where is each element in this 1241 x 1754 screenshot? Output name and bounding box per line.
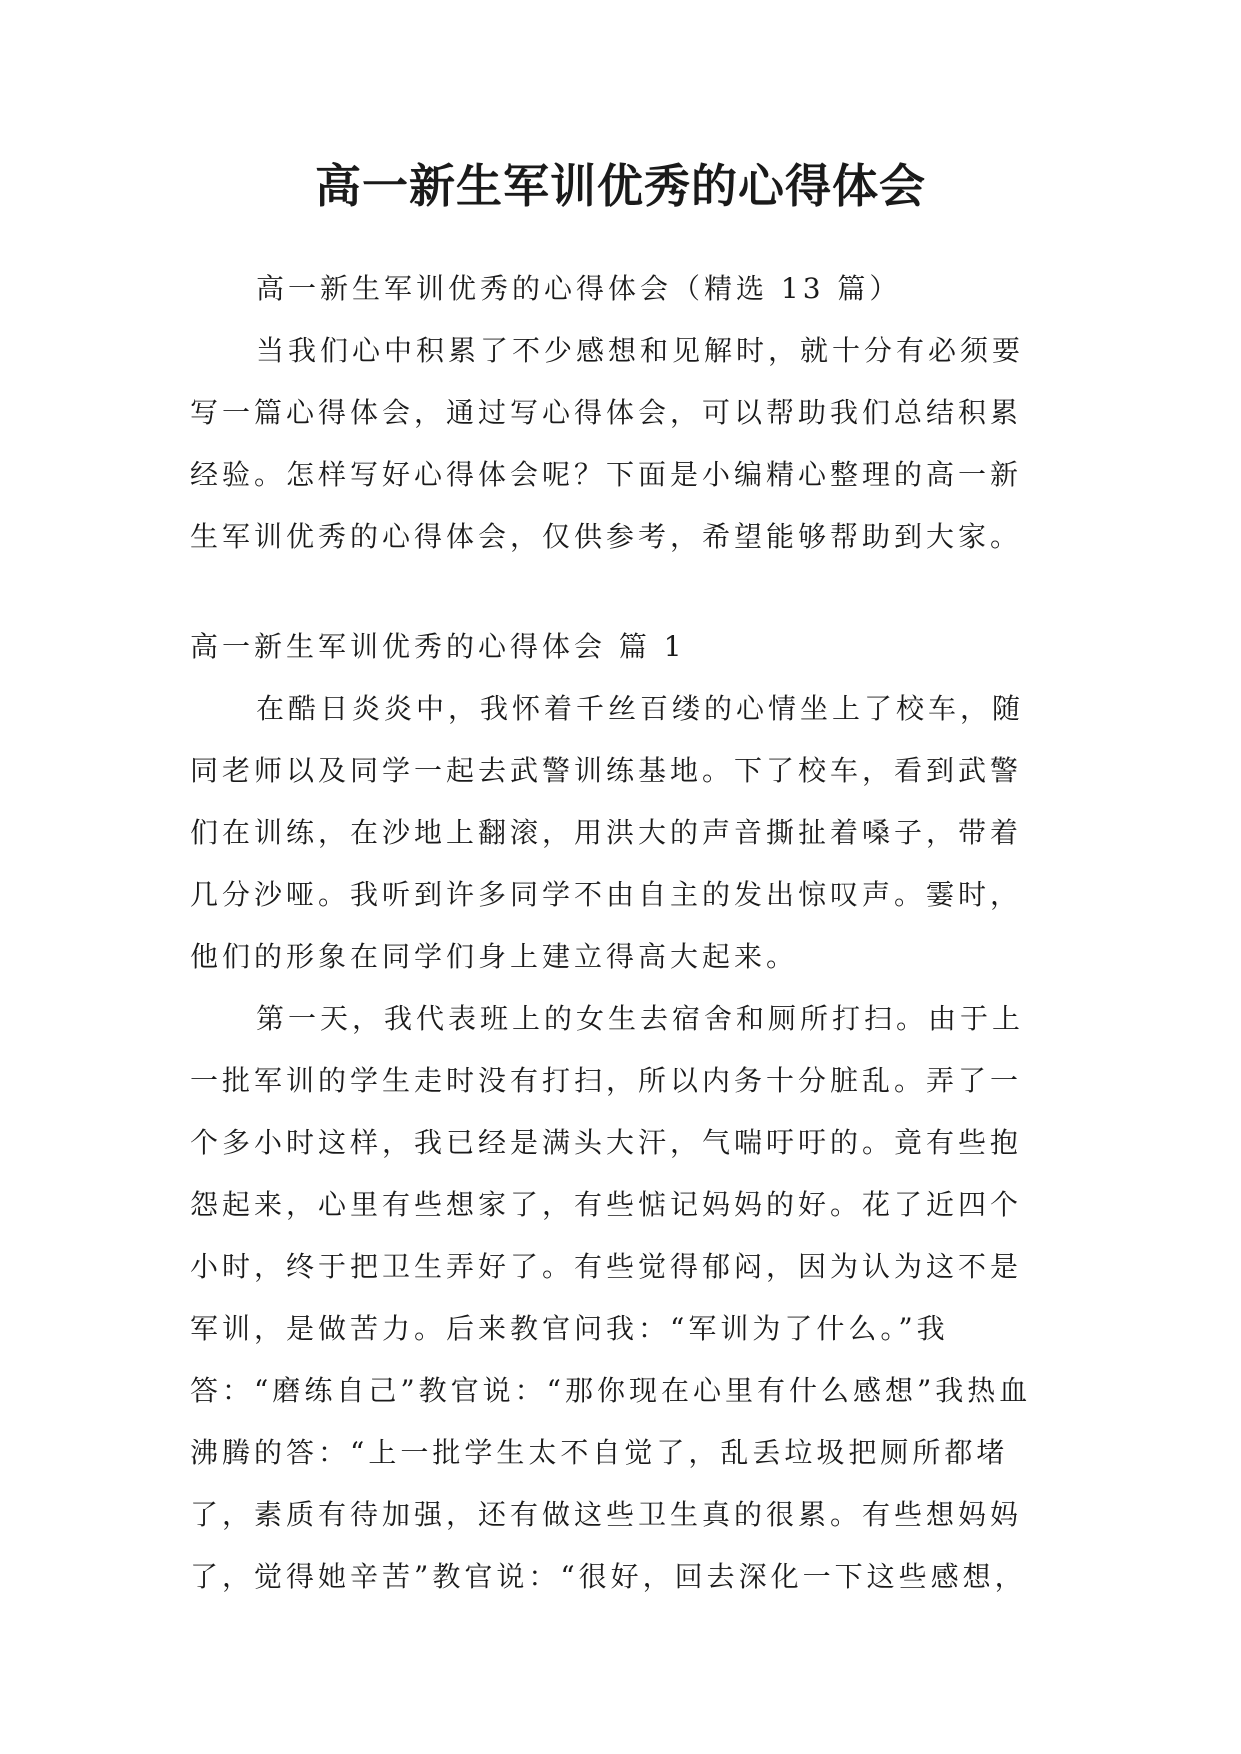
body-paragraph-2: 第一天，我代表班上的女生去宿舍和厕所打扫。由于上一批军训的学生走时没有打扫，所以内务十分脏乱。弄了一个多小时这样，我已经是满头大汗，气喘吁吁的。竟有些抱怨起来，心里有些想家了，有些惦记妈妈的好。花了近四个小时，终于把卫生弄好了。有些觉得郁闷，因为认为这不是军训，是做苦力。后来教官问我：“军训为了什么。”我答：“磨练自己”教官说：“那你现在心里有什么感想”我热血沸腾的答：“上一批学生太不自觉了，乱丢垃圾把厕所都堵了，素质有待加强，还有做这些卫生真的很累。有些想妈妈了，觉得她辛苦”教官说：“很好，回去深化一下这些感想， (190, 1002, 1032, 1593)
document-body (190, 258, 1050, 1608)
intro-paragraph: 当我们心中积累了不少感想和见解时，就十分有必须要写一篇心得体会，通过写心得体会，可以帮助我们总结积累经验。怎样写好心得体会呢？下面是小编精心整理的高一新生军训优秀的心得体会，仅供参考，希望能够帮助到大家。 (190, 334, 1025, 553)
section-heading: 高一新生军训优秀的心得体会 篇 1 (190, 630, 686, 663)
body-paragraph-1: 在酷日炎炎中，我怀着千丝百缕的心情坐上了校车，随同老师以及同学一起去武警训练基地。下了校车，看到武警们在训练，在沙地上翻滚，用洪大的声音撕扯着嗓子，带着几分沙哑。我听到许多同学不由自主的发出惊叹声。霎时，他们的形象在同学们身上建立得高大起来。 (190, 692, 1025, 973)
document-subtitle: 高一新生军训优秀的心得体会（精选 13 篇） (256, 272, 902, 305)
document-title: 高一新生军训优秀的心得体会 (315, 159, 926, 213)
